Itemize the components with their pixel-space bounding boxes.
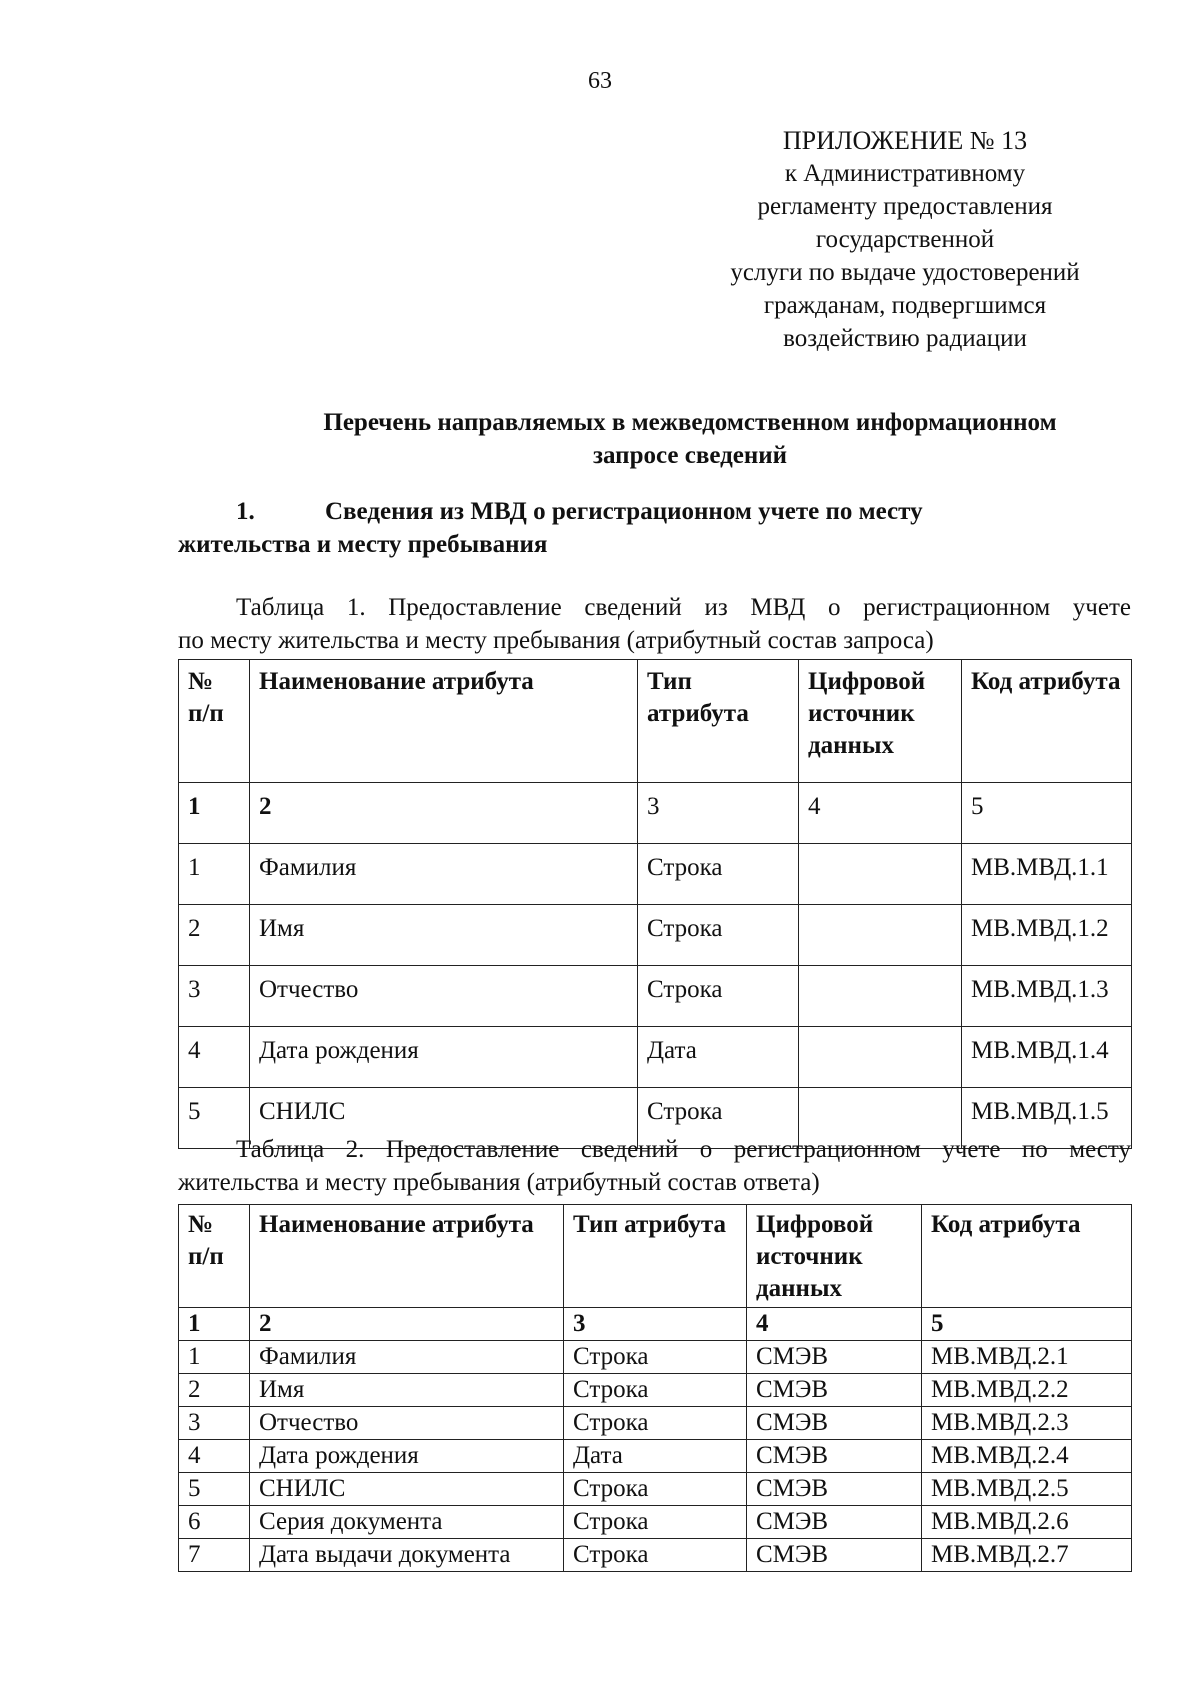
table-cell: Строка <box>564 1539 747 1572</box>
column-number-cell: 2 <box>250 783 638 844</box>
table-cell: Серия документа <box>250 1506 564 1539</box>
table-cell: СМЭВ <box>747 1374 922 1407</box>
table-cell: МВ.МВД.2.4 <box>922 1440 1132 1473</box>
table1-caption <box>178 591 1131 657</box>
table-cell: СМЭВ <box>747 1341 922 1374</box>
table-cell: Дата рождения <box>250 1440 564 1473</box>
column-number-cell: 1 <box>179 783 250 844</box>
table-header-row <box>179 1205 1132 1308</box>
table-cell: МВ.МВД.2.1 <box>922 1341 1132 1374</box>
caption-line: Таблица 1. Предоставление сведений из МВД о регистрационном учете <box>236 594 1131 621</box>
table-cell: СНИЛС <box>250 1473 564 1506</box>
table-cell: Отчество <box>250 966 638 1027</box>
column-number-cell: 2 <box>250 1308 564 1341</box>
column-number-row <box>179 783 1132 844</box>
table-cell: МВ.МВД.2.2 <box>922 1374 1132 1407</box>
column-number-cell: 4 <box>799 783 962 844</box>
table-cell: 1 <box>179 1341 250 1374</box>
table-cell: Дата рождения <box>250 1027 638 1088</box>
table-row <box>179 905 1132 966</box>
table-cell: 5 <box>179 1088 250 1149</box>
table-row <box>179 1407 1132 1440</box>
table-cell: 2 <box>179 1374 250 1407</box>
table-cell: Фамилия <box>250 844 638 905</box>
table-cell <box>799 905 962 966</box>
header-cell: Наименование атрибута <box>250 1205 564 1308</box>
table-cell: 3 <box>179 1407 250 1440</box>
table-cell: Дата <box>638 1027 799 1088</box>
table-cell: МВ.МВД.1.4 <box>962 1027 1132 1088</box>
appendix-line: к Административному <box>784 160 1026 187</box>
table-cell: Строка <box>638 966 799 1027</box>
table-cell: СМЭВ <box>747 1473 922 1506</box>
column-number-cell: 5 <box>922 1308 1132 1341</box>
table-row <box>179 1440 1132 1473</box>
table-row <box>179 1506 1132 1539</box>
table-cell: 1 <box>179 844 250 905</box>
table-row <box>179 1473 1132 1506</box>
document-title-line: Перечень направляемых в межведомственном информационном <box>323 409 1057 436</box>
header-cell: № п/п <box>179 660 250 783</box>
section-heading-line <box>178 495 1128 528</box>
header-cell: Код атрибута <box>962 660 1132 783</box>
table-cell: Фамилия <box>250 1341 564 1374</box>
table-cell: 2 <box>179 905 250 966</box>
table-row <box>179 1341 1132 1374</box>
appendix-line: воздействию радиации <box>783 325 1027 352</box>
appendix-line: услуги по выдаче удостоверений <box>730 259 1080 286</box>
appendix-line: регламенту предоставления <box>757 193 1053 220</box>
table-cell: Строка <box>638 844 799 905</box>
table-header-row <box>179 660 1132 783</box>
table-row <box>179 966 1132 1027</box>
caption-line: Таблица 2. Предоставление сведений о регистрационном учете по месту <box>236 1136 1131 1163</box>
table-cell: СНИЛС <box>250 1088 638 1149</box>
table-cell: МВ.МВД.1.5 <box>962 1088 1132 1149</box>
section-number: 1. <box>236 498 255 525</box>
table-row <box>179 1374 1132 1407</box>
table-cell: МВ.МВД.2.3 <box>922 1407 1132 1440</box>
header-cell: Тип атрибута <box>564 1205 747 1308</box>
table-cell: Строка <box>564 1506 747 1539</box>
table-cell <box>799 1027 962 1088</box>
table-cell: Строка <box>638 1088 799 1149</box>
table-cell: 3 <box>179 966 250 1027</box>
table-cell: МВ.МВД.1.1 <box>962 844 1132 905</box>
table-cell: 5 <box>179 1473 250 1506</box>
document-title <box>200 406 1180 472</box>
header-cell: Код атрибута <box>922 1205 1132 1308</box>
table-cell: СМЭВ <box>747 1407 922 1440</box>
table-cell: МВ.МВД.2.5 <box>922 1473 1132 1506</box>
table-cell: Отчество <box>250 1407 564 1440</box>
header-cell: Тип атрибута <box>638 660 799 783</box>
table-cell <box>799 844 962 905</box>
table-cell: Строка <box>564 1407 747 1440</box>
section-title: Сведения из МВД о регистрационном учете по месту <box>325 498 923 525</box>
header-cell: Цифровой источник данных <box>747 1205 922 1308</box>
table-cell: СМЭВ <box>747 1440 922 1473</box>
table-cell: Имя <box>250 905 638 966</box>
header-cell: № п/п <box>179 1205 250 1308</box>
table-cell: Дата выдачи документа <box>250 1539 564 1572</box>
table-cell: СМЭВ <box>747 1539 922 1572</box>
table2-caption <box>178 1133 1131 1199</box>
table-cell: 6 <box>179 1506 250 1539</box>
table-cell: МВ.МВД.2.7 <box>922 1539 1132 1572</box>
header-cell: Наименование атрибута <box>250 660 638 783</box>
response-attributes-table <box>178 1204 1132 1572</box>
column-number-cell: 5 <box>962 783 1132 844</box>
appendix-line: государственной <box>815 226 995 253</box>
table-cell: 4 <box>179 1027 250 1088</box>
table-cell: Строка <box>638 905 799 966</box>
table-cell: МВ.МВД.2.6 <box>922 1506 1132 1539</box>
table-row <box>179 1539 1132 1572</box>
table-cell: 4 <box>179 1440 250 1473</box>
column-number-cell: 1 <box>179 1308 250 1341</box>
document-title-line: запросе сведений <box>592 442 788 469</box>
table-cell <box>799 966 962 1027</box>
table-cell: Строка <box>564 1374 747 1407</box>
table-cell: МВ.МВД.1.3 <box>962 966 1132 1027</box>
table-cell: Имя <box>250 1374 564 1407</box>
appendix-block <box>705 124 1105 355</box>
section-heading <box>178 495 1128 561</box>
appendix-line: гражданам, подвергшимся <box>763 292 1047 319</box>
table-cell: Строка <box>564 1473 747 1506</box>
table-row <box>179 844 1132 905</box>
column-number-row <box>179 1308 1132 1341</box>
table-cell: МВ.МВД.1.2 <box>962 905 1132 966</box>
column-number-cell: 4 <box>747 1308 922 1341</box>
request-attributes-table <box>178 659 1132 1149</box>
table-row <box>179 1027 1132 1088</box>
table-cell: Строка <box>564 1341 747 1374</box>
caption-line: по месту жительства и месту пребывания (атрибутный состав запроса) <box>178 627 934 654</box>
page-number: 63 <box>588 68 612 94</box>
table-cell: СМЭВ <box>747 1506 922 1539</box>
section-heading-line: жительства и месту пребывания <box>178 531 548 558</box>
column-number-cell: 3 <box>638 783 799 844</box>
table-cell: Дата <box>564 1440 747 1473</box>
caption-line: жительства и месту пребывания (атрибутный состав ответа) <box>178 1169 820 1196</box>
appendix-title: ПРИЛОЖЕНИЕ № 13 <box>782 126 1028 155</box>
table-cell: 7 <box>179 1539 250 1572</box>
header-cell: Цифровой источник данных <box>799 660 962 783</box>
column-number-cell: 3 <box>564 1308 747 1341</box>
